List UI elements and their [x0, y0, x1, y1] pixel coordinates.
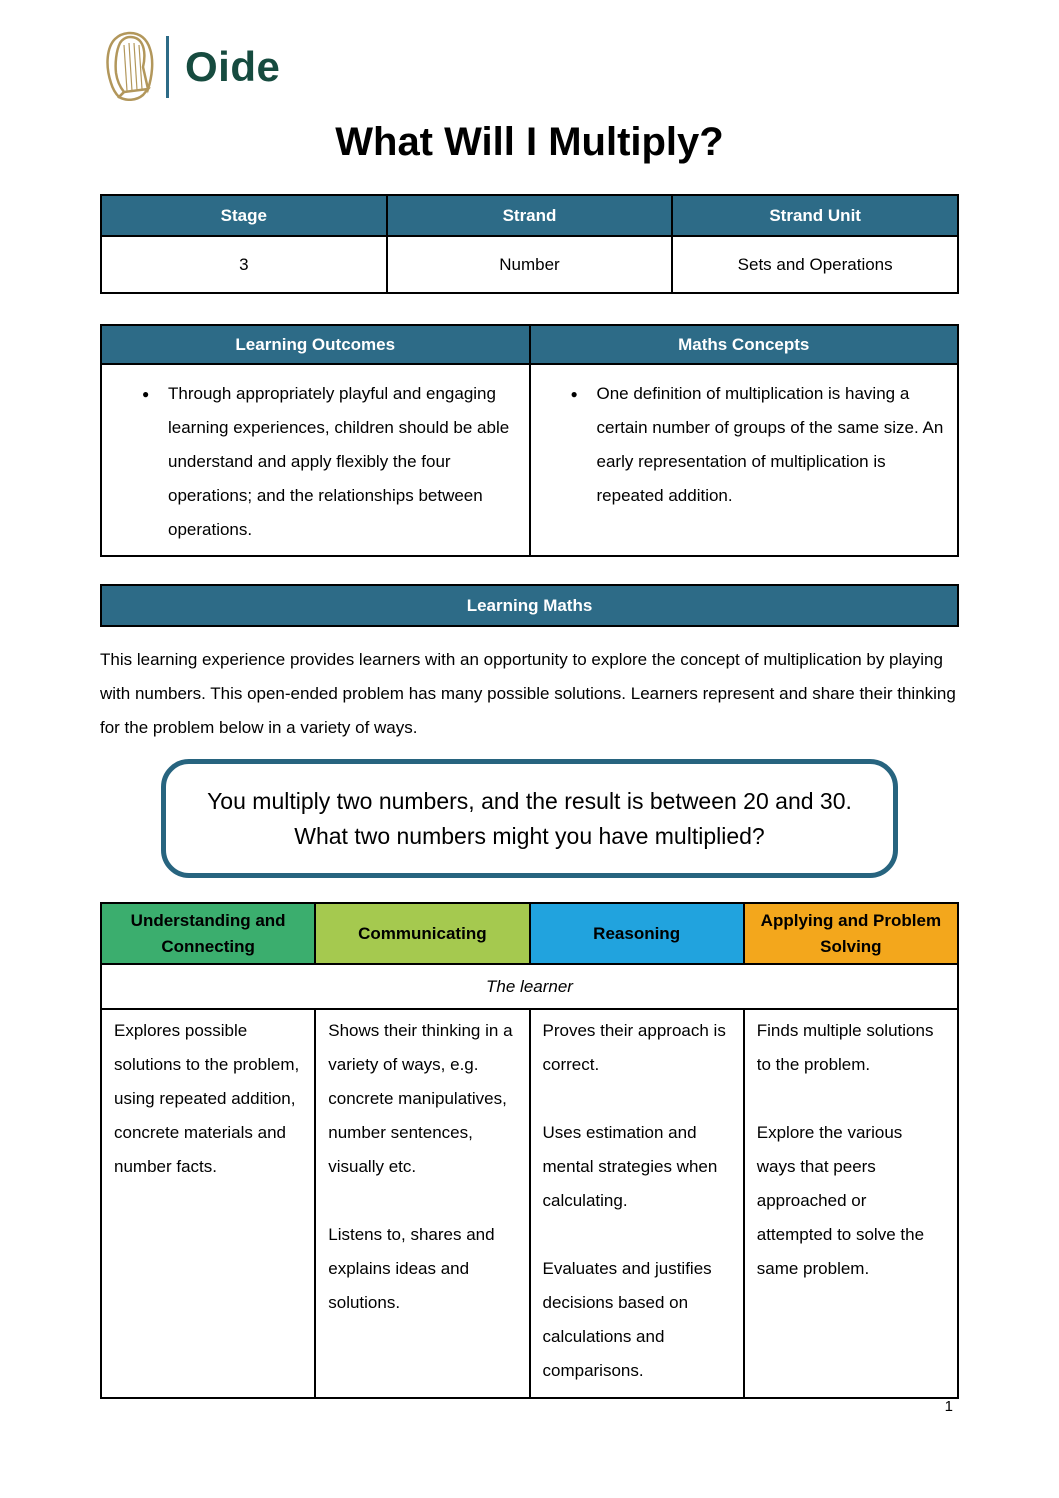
outcomes-header-row: [101, 325, 958, 364]
skills-table: [100, 902, 959, 1399]
reasoning-cell: [530, 1009, 744, 1398]
skills-header-understanding-connecting: Understanding and Connecting: [101, 903, 315, 964]
understanding-connecting-cell: [101, 1009, 315, 1398]
skill-paragraph: Evaluates and justifies decisions based on calculations and comparisons.: [542, 1259, 712, 1380]
skill-paragraph: Listens to, shares and explains ideas and solutions.: [328, 1225, 495, 1312]
learning-outcomes-text: Through appropriately playful and engaging learning experiences, children should be able understand and apply flexibly the four operations; and the relationships between operations.: [168, 384, 510, 539]
logo: [100, 30, 959, 104]
outcomes-header-maths-concepts: Maths Concepts: [530, 325, 959, 364]
skills-header-applying-problem-solving: Applying and Problem Solving: [744, 903, 958, 964]
meta-table: [100, 194, 959, 294]
skills-header-reasoning: Reasoning: [530, 903, 744, 964]
maths-concepts-cell: [530, 364, 959, 556]
skill-paragraph: Explore the various ways that peers approached or attempted to solve the same problem.: [756, 1123, 925, 1278]
skills-header-row: [101, 903, 958, 964]
skills-header-communicating: Communicating: [315, 903, 529, 964]
communicating-cell: [315, 1009, 529, 1398]
page-number: 1: [944, 1398, 953, 1415]
skill-paragraph: Explores possible solutions to the problem, using repeated addition, concrete materials and number facts.: [114, 1021, 300, 1176]
skill-paragraph: Finds multiple solutions to the problem.: [756, 1021, 934, 1074]
list-item: [543, 377, 946, 513]
maths-concepts-text: One definition of multiplication is having a certain number of groups of the same size. An early representation of multiplication is repeated addition.: [596, 384, 944, 505]
learner-subheader: The learner: [101, 964, 958, 1009]
meta-value-row: [101, 236, 958, 293]
page-title: What Will I Multiply?: [335, 120, 724, 164]
meta-value-stage: 3: [101, 236, 387, 293]
learning-outcomes-cell: [101, 364, 530, 556]
outcomes-body-row: [101, 364, 958, 556]
skill-paragraph: Shows their thinking in a variety of ways, e.g. concrete manipulatives, number sentences, visually etc.: [328, 1021, 513, 1176]
meta-value-strand: Number: [387, 236, 673, 293]
skill-paragraph: Uses estimation and mental strategies when calculating.: [542, 1123, 718, 1210]
outcomes-header-learning-outcomes: Learning Outcomes: [101, 325, 530, 364]
problem-callout: You multiply two numbers, and the result is between 20 and 30. What two numbers might you have multiplied?: [161, 759, 898, 878]
meta-header-stage: Stage: [101, 195, 387, 236]
meta-header-strand: Strand: [387, 195, 673, 236]
bullet-icon: ●: [570, 387, 578, 401]
learner-row: [101, 964, 958, 1009]
learning-maths-header: Learning Maths: [100, 584, 959, 627]
skills-body-row: [101, 1009, 958, 1398]
meta-value-strand-unit: Sets and Operations: [672, 236, 958, 293]
skill-paragraph: Proves their approach is correct.: [542, 1021, 726, 1074]
meta-header-row: [101, 195, 958, 236]
intro-paragraph: This learning experience provides learners with an opportunity to explore the concept of multiplication by playing with numbers. This open-ended problem has many possible solutions. Learners represent and share their thinking for the problem below in a variety of ways.: [100, 650, 956, 737]
document-page: [100, 0, 959, 1399]
applying-problem-solving-cell: [744, 1009, 958, 1398]
logo-divider: [166, 36, 169, 98]
bullet-icon: ●: [142, 387, 150, 401]
brand-name: Oide: [185, 43, 281, 90]
outcomes-table: [100, 324, 959, 557]
meta-header-strand-unit: Strand Unit: [672, 195, 958, 236]
harp-icon: [100, 30, 158, 104]
list-item: [114, 377, 517, 547]
